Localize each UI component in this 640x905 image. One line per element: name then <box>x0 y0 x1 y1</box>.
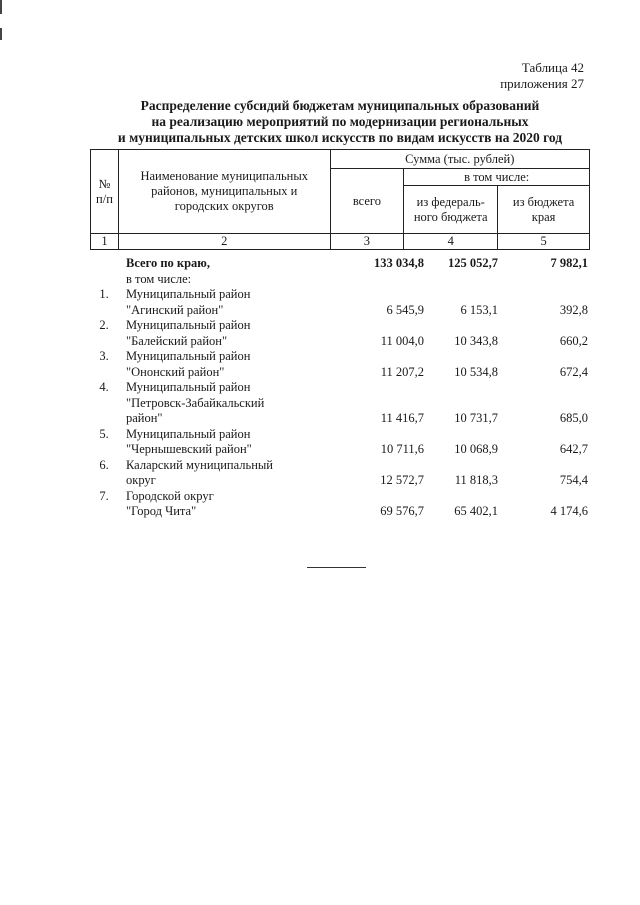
row-total: 11 416,7 <box>380 411 424 425</box>
title-line: на реализацию мероприятий по модернизации региональных <box>151 114 529 129</box>
including-label: в том числе: <box>126 271 192 286</box>
total-row <box>90 256 590 272</box>
end-divider <box>307 567 366 568</box>
total-column-header: всего <box>330 169 404 234</box>
sum-column-header: Сумма (тыс. рублей) <box>330 150 589 169</box>
total-sum: 133 034,8 <box>374 256 424 270</box>
table-row <box>90 380 590 427</box>
document-header <box>500 60 584 92</box>
federal-column-header: из федераль- ного бюджета <box>404 186 498 234</box>
row-regional: 642,7 <box>559 442 588 456</box>
row-name: Каларский муниципальный округ <box>126 457 273 487</box>
appendix-label: приложения 27 <box>500 76 584 91</box>
total-label: Всего по краю, <box>126 256 210 270</box>
table-row <box>90 489 590 520</box>
column-number: 2 <box>118 234 330 250</box>
row-federal: 10 343,8 <box>454 333 498 348</box>
row-regional: 754,4 <box>559 473 588 487</box>
table-row <box>90 287 590 318</box>
row-regional: 660,2 <box>559 333 588 348</box>
table-header <box>90 149 590 250</box>
row-number: 1. <box>99 287 109 301</box>
table-row <box>90 458 590 489</box>
row-federal: 10 534,8 <box>454 364 498 379</box>
row-number: 2. <box>99 318 109 332</box>
row-name: Муниципальный район "Балейский район" <box>126 318 251 348</box>
row-federal: 10 068,9 <box>454 442 498 456</box>
row-number: 6. <box>99 457 109 472</box>
row-federal: 65 402,1 <box>454 504 498 518</box>
scan-edge-mark <box>0 28 2 40</box>
table-row <box>90 427 590 458</box>
table-row <box>90 318 590 349</box>
row-number: 4. <box>99 380 109 394</box>
row-number: 7. <box>99 488 109 503</box>
row-regional: 4 174,6 <box>550 504 588 518</box>
row-federal: 11 818,3 <box>454 473 498 487</box>
title-line: Распределение субсидий бюджетам муниципальных образований <box>140 98 540 113</box>
row-total: 6 545,9 <box>386 302 424 317</box>
row-name: Муниципальный район "Петровск-Забайкальский район" <box>126 380 265 425</box>
scan-edge-mark-top <box>0 0 2 14</box>
row-federal: 10 731,7 <box>454 411 498 425</box>
table-body <box>90 256 590 520</box>
row-name: Муниципальный район "Ононский район" <box>126 349 251 379</box>
row-regional: 672,4 <box>559 364 588 379</box>
column-number: 1 <box>91 234 119 250</box>
name-column-header: Наименование муниципальных районов, муниципальных и городских округов <box>118 150 330 234</box>
total-federal: 125 052,7 <box>448 256 498 270</box>
column-number: 3 <box>330 234 404 250</box>
including-header: в том числе: <box>404 169 590 186</box>
row-total: 11 004,0 <box>380 333 424 348</box>
row-total: 11 207,2 <box>380 364 424 379</box>
num-column-header: № п/п <box>91 150 119 234</box>
column-number: 5 <box>498 234 590 250</box>
table-label: Таблица 42 <box>521 60 584 75</box>
title-line: и муниципальных детских школ искусств по видам искусств на 2020 год <box>117 130 563 145</box>
table-row <box>90 349 590 380</box>
total-regional: 7 982,1 <box>550 256 588 270</box>
row-regional: 392,8 <box>559 302 588 317</box>
row-name: Городской округ "Город Чита" <box>126 488 214 518</box>
row-number: 3. <box>99 349 109 363</box>
row-total: 12 572,7 <box>380 473 424 487</box>
row-name: Муниципальный район "Чернышевский район" <box>126 426 252 456</box>
row-regional: 685,0 <box>559 411 588 425</box>
row-total: 69 576,7 <box>380 504 424 518</box>
regional-column-header: из бюджета края <box>498 186 590 234</box>
row-federal: 6 153,1 <box>460 302 498 317</box>
column-number: 4 <box>404 234 498 250</box>
row-total: 10 711,6 <box>380 442 424 456</box>
row-number: 5. <box>99 426 109 441</box>
document-title <box>80 98 600 146</box>
row-name: Муниципальный район "Агинский район" <box>126 287 251 317</box>
